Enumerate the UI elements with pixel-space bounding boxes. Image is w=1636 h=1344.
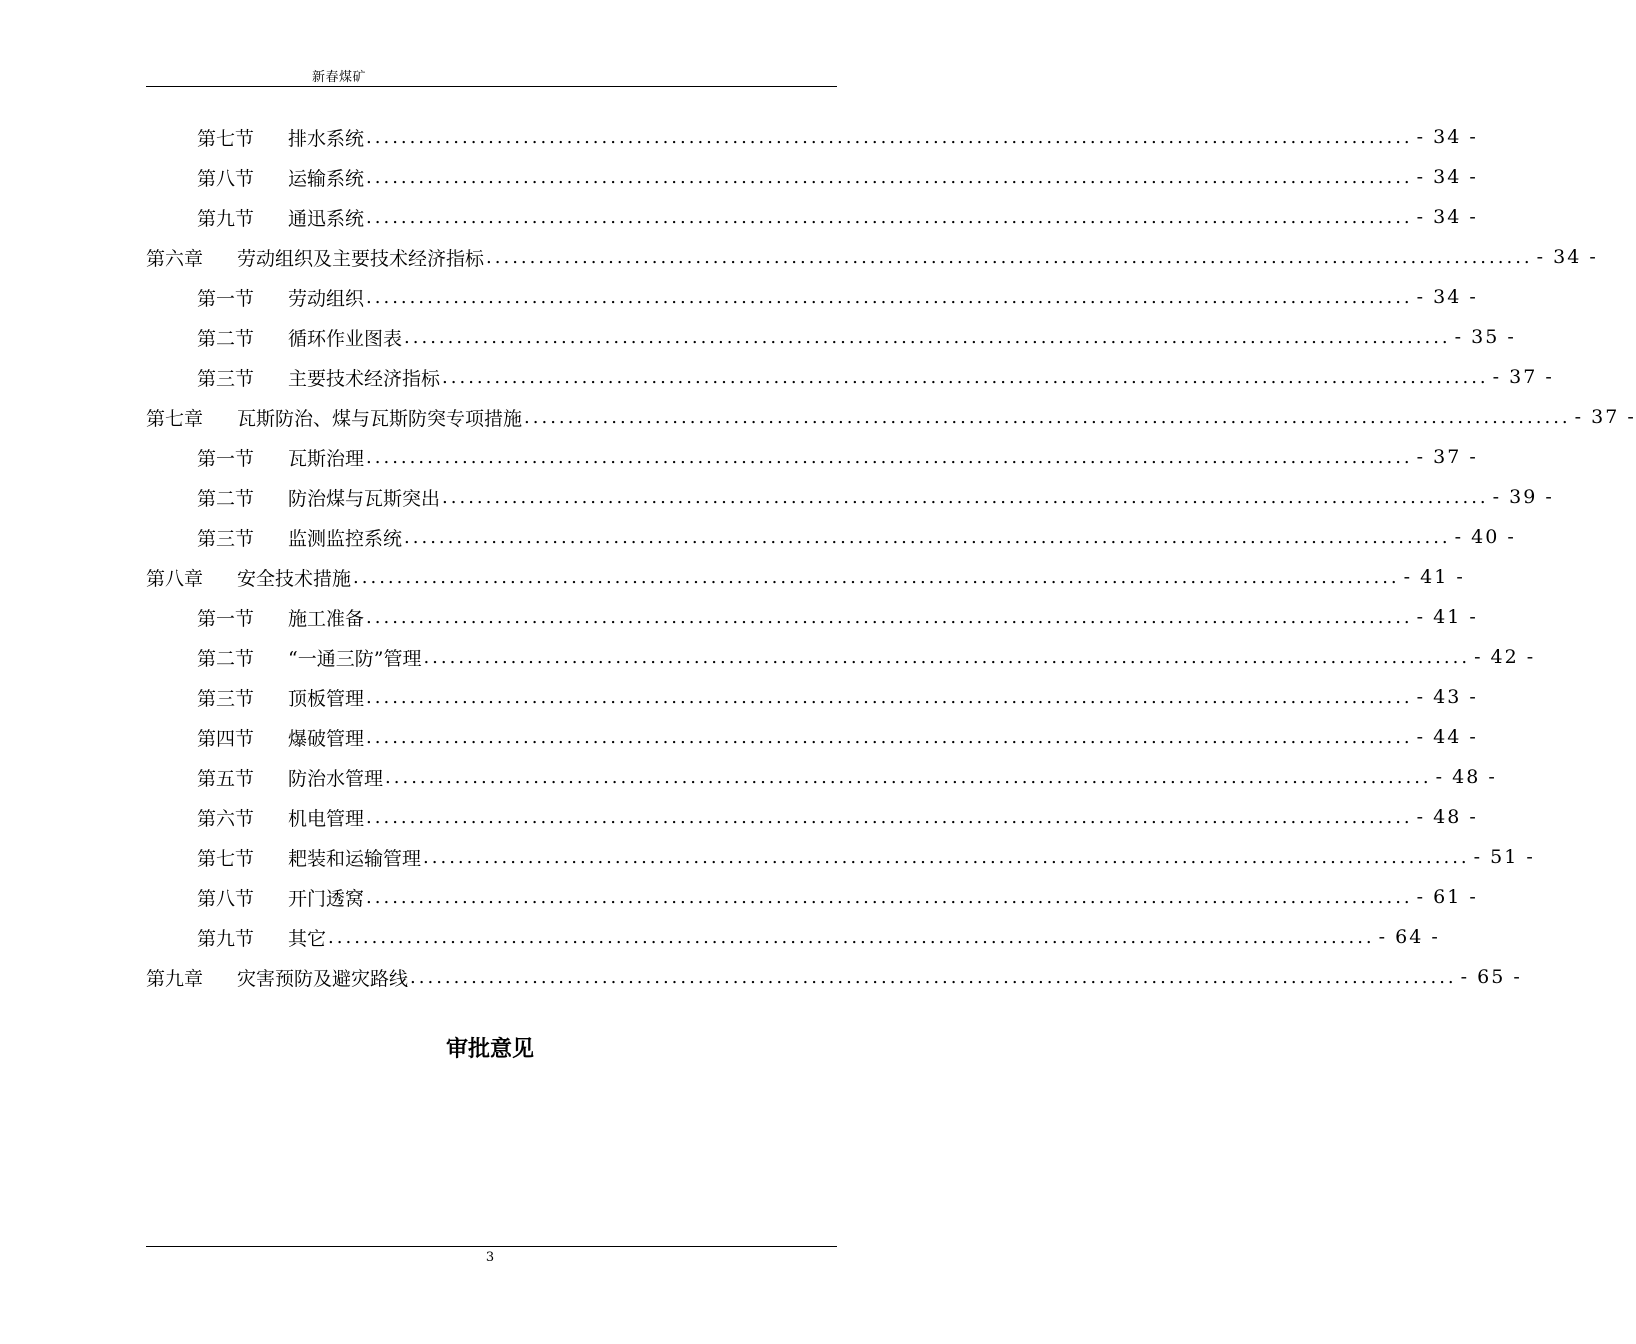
toc-entry-title: 排水系统 xyxy=(288,127,365,150)
toc-entry-title: 开门透窝 xyxy=(288,887,365,910)
toc-entry-page: - 40 - xyxy=(1454,526,1516,548)
toc-entry[interactable] xyxy=(197,597,1478,637)
toc-entry-number: 第七节 xyxy=(197,127,255,150)
toc-entry[interactable] xyxy=(197,197,1478,237)
toc-entry-number: 第四节 xyxy=(197,727,255,750)
toc-entry-page: - 34 - xyxy=(1416,166,1478,188)
toc-entry-number: 第九节 xyxy=(197,207,255,230)
toc-entry-title: 劳动组织及主要技术经济指标 xyxy=(237,247,485,270)
toc-entry-title: “一通三防”管理 xyxy=(288,647,422,670)
toc-leader-dots: ........................................................................................................................ xyxy=(404,326,1451,348)
toc-entry-page: - 48 - xyxy=(1416,806,1478,828)
toc-leader-dots: ........................................................................................................................ xyxy=(366,606,1413,628)
toc-entry-page: - 37 - xyxy=(1492,366,1554,388)
toc-entry-page: - 34 - xyxy=(1416,286,1478,308)
header-divider xyxy=(146,86,837,87)
toc-leader-dots: ........................................................................................................................ xyxy=(366,286,1413,308)
toc-leader-dots: ........................................................................................................................ xyxy=(366,726,1413,748)
toc-entry[interactable] xyxy=(197,357,1554,397)
toc-entry-number: 第八节 xyxy=(197,167,255,190)
toc-entry[interactable] xyxy=(146,557,1465,597)
toc-leader-dots: ........................................................................................................................ xyxy=(442,486,1489,508)
toc-entry-page: - 34 - xyxy=(1536,246,1598,268)
toc-entry-title: 监测监控系统 xyxy=(288,527,403,550)
toc-entry[interactable] xyxy=(197,797,1478,837)
toc-leader-dots: ........................................................................................................................ xyxy=(423,846,1470,868)
toc-leader-dots: ........................................................................................................................ xyxy=(524,406,1571,428)
toc-entry-number: 第九节 xyxy=(197,927,255,950)
toc-entry-page: - 48 - xyxy=(1435,766,1497,788)
toc-entry-number: 第一节 xyxy=(197,447,255,470)
toc-entry-page: - 34 - xyxy=(1416,206,1478,228)
toc-leader-dots: ........................................................................................................................ xyxy=(366,166,1413,188)
toc-entry-number: 第一节 xyxy=(197,607,255,630)
approval-heading: 审批意见 xyxy=(445,1037,534,1062)
toc-entry[interactable] xyxy=(146,957,1522,997)
toc-entry-number: 第三节 xyxy=(197,687,255,710)
toc-entry-number: 第六节 xyxy=(197,807,255,830)
toc-entry-title: 机电管理 xyxy=(288,807,365,830)
toc-entry-title: 防治水管理 xyxy=(288,767,384,790)
toc-entry-page: - 51 - xyxy=(1473,846,1535,868)
toc-entry-page: - 44 - xyxy=(1416,726,1478,748)
toc-leader-dots: ........................................................................................................................ xyxy=(353,566,1400,588)
toc-leader-dots: ........................................................................................................................ xyxy=(366,686,1413,708)
toc-entry-title: 劳动组织 xyxy=(288,287,365,310)
toc-entry-title: 运输系统 xyxy=(288,167,365,190)
toc-leader-dots: ........................................................................................................................ xyxy=(366,446,1413,468)
toc-entry[interactable] xyxy=(197,477,1554,517)
toc-leader-dots: ........................................................................................................................ xyxy=(423,646,1471,668)
toc-entry-page: - 41 - xyxy=(1403,566,1465,588)
toc-entry-number: 第二节 xyxy=(197,647,255,670)
toc-leader-dots: ........................................................................................................................ xyxy=(366,806,1413,828)
toc-entry[interactable] xyxy=(197,677,1478,717)
toc-entry-number: 第二节 xyxy=(197,327,255,350)
toc-entry-page: - 37 - xyxy=(1416,446,1478,468)
toc-entry[interactable] xyxy=(197,437,1478,477)
toc-entry-number: 第五节 xyxy=(197,767,255,790)
toc-entry-title: 顶板管理 xyxy=(288,687,365,710)
toc-leader-dots: ........................................................................................................................ xyxy=(442,366,1489,388)
toc-entry-title: 主要技术经济指标 xyxy=(288,367,441,390)
toc-entry-page: - 42 - xyxy=(1474,646,1536,668)
page-header-title: 新春煤矿 xyxy=(312,70,367,85)
toc-entry-title: 施工准备 xyxy=(288,607,365,630)
toc-entry[interactable] xyxy=(197,717,1478,757)
toc-entry-number: 第三节 xyxy=(197,367,255,390)
toc-entry[interactable] xyxy=(197,517,1516,557)
toc-entry-title: 防治煤与瓦斯突出 xyxy=(288,487,441,510)
toc-entry[interactable] xyxy=(197,877,1478,917)
toc-entry[interactable] xyxy=(197,157,1478,197)
toc-entry[interactable] xyxy=(197,117,1478,157)
toc-entry-number: 第六章 xyxy=(146,247,204,270)
toc-entry[interactable] xyxy=(197,757,1497,797)
toc-leader-dots: ........................................................................................................................ xyxy=(410,966,1457,988)
toc-entry-page: - 61 - xyxy=(1416,886,1478,908)
toc-entry-title: 灾害预防及避灾路线 xyxy=(237,967,409,990)
toc-entry-title: 瓦斯治理 xyxy=(288,447,365,470)
page-number: 3 xyxy=(485,1250,495,1265)
toc-entry-title: 通迅系统 xyxy=(288,207,365,230)
toc-entry-page: - 34 - xyxy=(1416,126,1478,148)
toc-entry-title: 安全技术措施 xyxy=(237,567,352,590)
toc-entry-page: - 39 - xyxy=(1492,486,1554,508)
toc-entry-page: - 35 - xyxy=(1454,326,1516,348)
toc-entry-title: 其它 xyxy=(288,927,327,950)
toc-entry[interactable] xyxy=(197,917,1440,957)
toc-leader-dots: ........................................................................................................................ xyxy=(366,886,1413,908)
toc-leader-dots: ........................................................................................................................ xyxy=(366,206,1413,228)
toc-entry-page: - 65 - xyxy=(1460,966,1522,988)
toc-entry-page: - 64 - xyxy=(1378,926,1440,948)
toc-entry-number: 第八章 xyxy=(146,567,204,590)
toc-entry-title: 循环作业图表 xyxy=(288,327,403,350)
toc-entry-number: 第九章 xyxy=(146,967,204,990)
toc-entry-number: 第七节 xyxy=(197,847,255,870)
toc-entry[interactable] xyxy=(197,277,1478,317)
toc-entry[interactable] xyxy=(197,837,1535,877)
toc-entry-title: 爆破管理 xyxy=(288,727,365,750)
toc-entry[interactable] xyxy=(197,637,1536,677)
toc-entry-page: - 41 - xyxy=(1416,606,1478,628)
toc-entry-page: - 37 - xyxy=(1574,406,1636,428)
toc-entry[interactable] xyxy=(146,237,1598,277)
toc-entry[interactable] xyxy=(146,397,1636,437)
toc-leader-dots: ........................................................................................................................ xyxy=(366,126,1413,148)
toc-entry-number: 第二节 xyxy=(197,487,255,510)
toc-entry-number: 第一节 xyxy=(197,287,255,310)
toc-leader-dots: ........................................................................................................................ xyxy=(385,766,1432,788)
toc-entry-title: 耙装和运输管理 xyxy=(288,847,422,870)
footer-divider xyxy=(146,1246,837,1247)
toc-entry-number: 第三节 xyxy=(197,527,255,550)
toc-entry-number: 第七章 xyxy=(146,407,204,430)
toc-entry-number: 第八节 xyxy=(197,887,255,910)
toc-leader-dots: ........................................................................................................................ xyxy=(328,926,1375,948)
toc-entry-page: - 43 - xyxy=(1416,686,1478,708)
toc-leader-dots: ........................................................................................................................ xyxy=(404,526,1451,548)
toc-leader-dots: ........................................................................................................................ xyxy=(486,246,1533,268)
toc-entry[interactable] xyxy=(197,317,1516,357)
toc-entry-title: 瓦斯防治、煤与瓦斯防突专项措施 xyxy=(237,407,523,430)
